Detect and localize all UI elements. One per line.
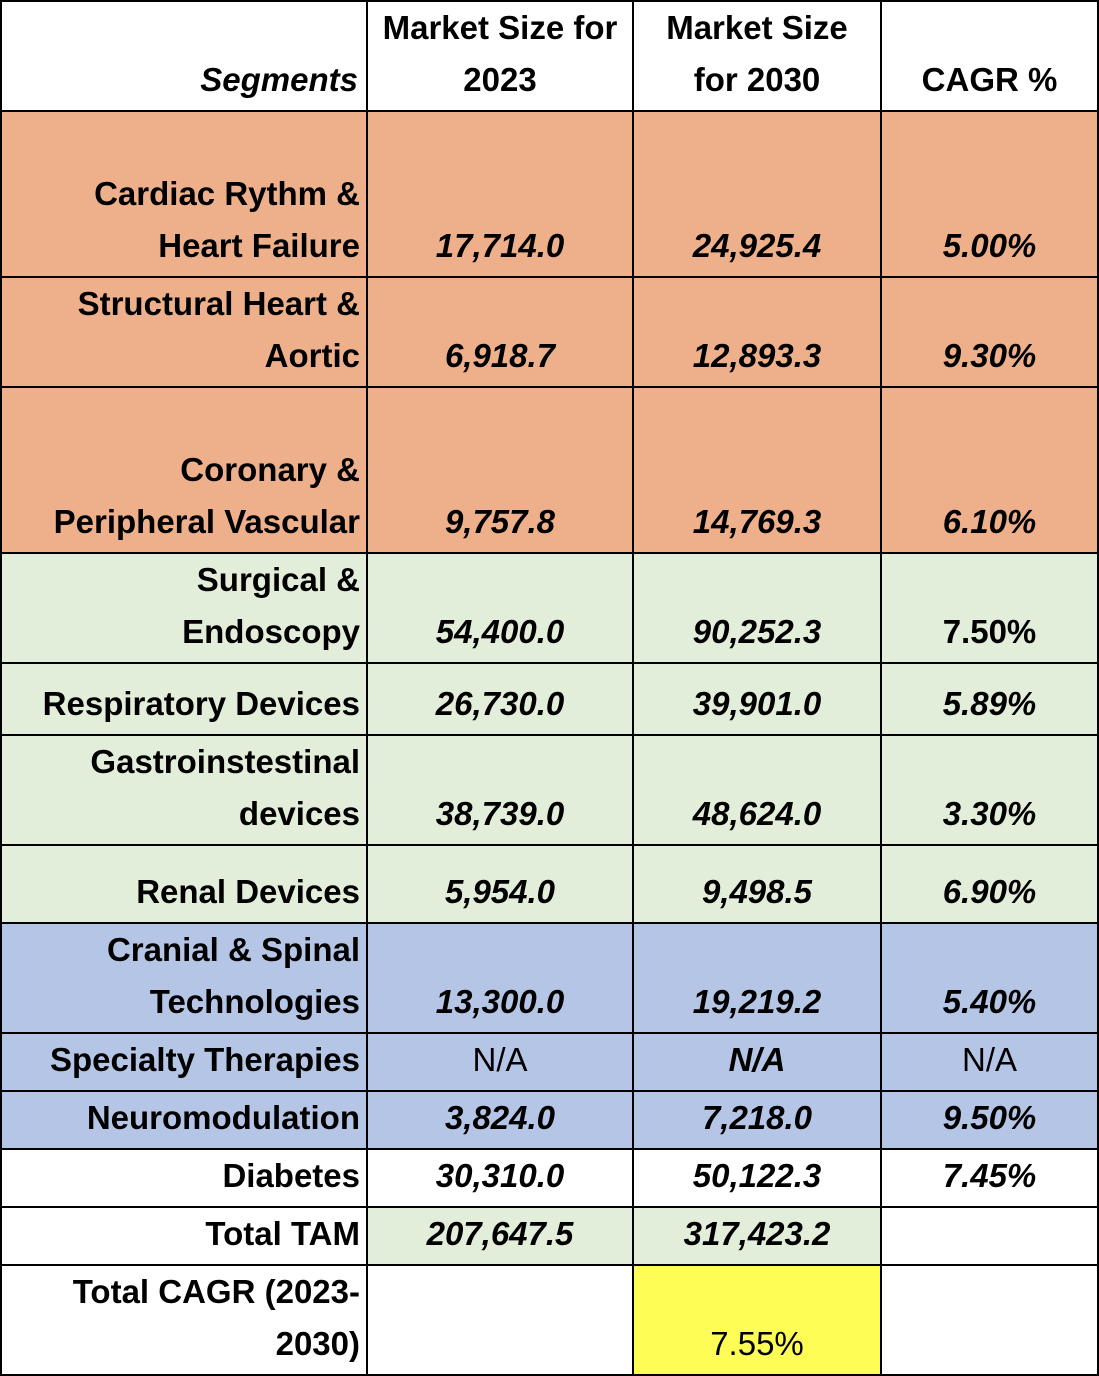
- cagr-cell: 5.00%: [881, 111, 1098, 277]
- size-2030-cell: 7,218.0: [633, 1091, 881, 1149]
- size-2030-cell: N/A: [633, 1033, 881, 1091]
- segment-label: Respiratory Devices: [1, 663, 367, 735]
- size-2023-cell: 13,300.0: [367, 923, 633, 1033]
- total-tam-label: Total TAM: [1, 1207, 367, 1265]
- size-2023-cell: 26,730.0: [367, 663, 633, 735]
- total-cagr-label: Total CAGR (2023-2030): [1, 1265, 367, 1375]
- size-2030-cell: 90,252.3: [633, 553, 881, 663]
- segment-label: Structural Heart & Aortic: [1, 277, 367, 387]
- cagr-cell: 3.30%: [881, 735, 1098, 845]
- table-row: [1, 845, 1098, 923]
- table-row: [1, 923, 1098, 1033]
- cagr-cell: 7.45%: [881, 1149, 1098, 1207]
- size-2030-cell: 14,769.3: [633, 387, 881, 553]
- segment-label: Cardiac Rythm & Heart Failure: [1, 111, 367, 277]
- size-2030-cell: 50,122.3: [633, 1149, 881, 1207]
- size-2030-cell: 24,925.4: [633, 111, 881, 277]
- size-2030-cell: 48,624.0: [633, 735, 881, 845]
- size-2023-cell: 9,757.8: [367, 387, 633, 553]
- size-2023-cell: 3,824.0: [367, 1091, 633, 1149]
- cagr-cell: 6.90%: [881, 845, 1098, 923]
- table-row: [1, 1033, 1098, 1091]
- size-2030-cell: 39,901.0: [633, 663, 881, 735]
- segment-label: Diabetes: [1, 1149, 367, 1207]
- total-tam-row: [1, 1207, 1098, 1265]
- cagr-cell: 5.40%: [881, 923, 1098, 1033]
- segment-label: Cranial & Spinal Technologies: [1, 923, 367, 1033]
- segment-label: Specialty Therapies: [1, 1033, 367, 1091]
- header-size-2023: Market Size for 2023: [367, 1, 633, 111]
- size-2023-cell: 38,739.0: [367, 735, 633, 845]
- total-cagr-value: 7.55%: [633, 1265, 881, 1375]
- header-segments: Segments: [1, 1, 367, 111]
- size-2023-cell: 54,400.0: [367, 553, 633, 663]
- segment-label: Neuromodulation: [1, 1091, 367, 1149]
- table-row: [1, 1149, 1098, 1207]
- size-2023-cell: N/A: [367, 1033, 633, 1091]
- table-row: [1, 111, 1098, 277]
- size-2030-cell: 12,893.3: [633, 277, 881, 387]
- table-row: [1, 663, 1098, 735]
- size-2023-cell: 17,714.0: [367, 111, 633, 277]
- cagr-cell: 6.10%: [881, 387, 1098, 553]
- segment-label: Surgical & Endoscopy: [1, 553, 367, 663]
- cagr-cell: 5.89%: [881, 663, 1098, 735]
- table-row: [1, 1091, 1098, 1149]
- segment-label: Coronary & Peripheral Vascular: [1, 387, 367, 553]
- size-2023-cell: 5,954.0: [367, 845, 633, 923]
- size-2030-cell: 19,219.2: [633, 923, 881, 1033]
- cagr-cell: N/A: [881, 1033, 1098, 1091]
- header-cagr: CAGR %: [881, 1, 1098, 111]
- header-row: [1, 1, 1098, 111]
- cagr-cell: 7.50%: [881, 553, 1098, 663]
- table-row: [1, 735, 1098, 845]
- table-row: [1, 387, 1098, 553]
- segment-label: Gastroinstestinal devices: [1, 735, 367, 845]
- cagr-cell: 9.50%: [881, 1091, 1098, 1149]
- total-tam-2030: 317,423.2: [633, 1207, 881, 1265]
- segment-label: Renal Devices: [1, 845, 367, 923]
- size-2030-cell: 9,498.5: [633, 845, 881, 923]
- cagr-cell: 9.30%: [881, 277, 1098, 387]
- size-2023-cell: 30,310.0: [367, 1149, 633, 1207]
- empty-cell: [881, 1207, 1098, 1265]
- total-tam-2023: 207,647.5: [367, 1207, 633, 1265]
- table-row: [1, 277, 1098, 387]
- table-row: [1, 553, 1098, 663]
- size-2023-cell: 6,918.7: [367, 277, 633, 387]
- header-size-2030: Market Size for 2030: [633, 1, 881, 111]
